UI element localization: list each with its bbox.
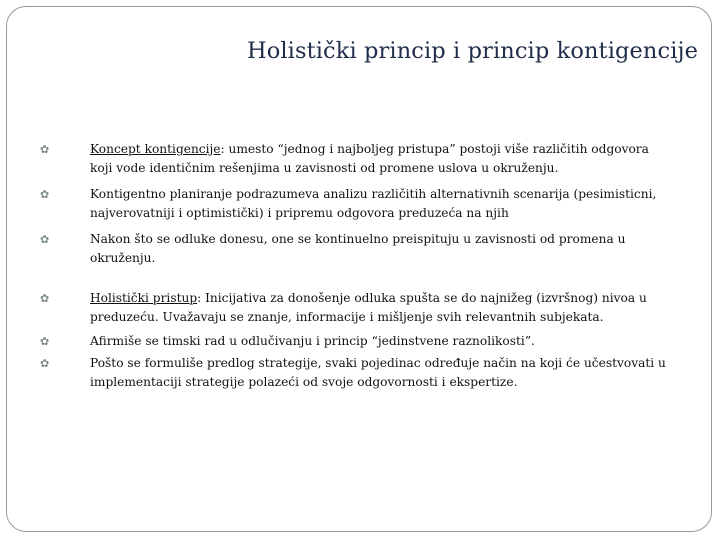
bullet-text: : umesto “jednog i najboljeg pristupa” postoji više različitih odgovora koji vode identičnim rešenjima u zavisnosti od promene uslova u okruženju.: [90, 142, 649, 175]
bullet-glyph-icon: ✿: [40, 357, 50, 370]
bullet-glyph-icon: ✿: [40, 188, 50, 201]
bullet-text: Nakon što se odluke donesu, one se kontinuelno preispituju u zavisnosti od promena u okruženju.: [90, 232, 626, 265]
bullet-item-contingency-planning: [40, 185, 670, 223]
bullet-glyph-icon: ✿: [40, 143, 50, 156]
bullet-item-holistic-approach: [40, 289, 670, 327]
bullet-item-contingency-concept: [40, 140, 670, 178]
bullet-item-teamwork: [40, 332, 670, 351]
bullet-item-decision-review: [40, 230, 670, 268]
bullet-glyph-icon: ✿: [40, 335, 50, 348]
bullet-term: Holistički pristup: [90, 291, 198, 305]
bullet-text: Afirmiše se timski rad u odlučivanju i princip “jedinstvene raznolikosti”.: [90, 334, 535, 348]
bullet-list: [40, 140, 670, 392]
bullet-term: Koncept kontigencije: [90, 142, 221, 156]
bullet-item-strategy-implementation: [40, 354, 670, 392]
bullet-text: : Inicijativa za donošenje odluka spušta se do najnižeg (izvršnog) nivoa u preduzeću. Uvažavaju se znanje, informacije i mišljenje svih relevantnih subjekata.: [90, 291, 647, 324]
slide-title: Holistički princip i princip kontigencije: [247, 38, 698, 64]
bullet-glyph-icon: ✿: [40, 292, 50, 305]
bullet-glyph-icon: ✿: [40, 233, 50, 246]
bullet-text: Pošto se formuliše predlog strategije, svaki pojedinac određuje način na koji će učestvovati u implementaciji strategije polazeći od svoje odgovornosti i ekspertize.: [90, 356, 666, 389]
bullet-text: Kontigentno planiranje podrazumeva analizu različitih alternativnih scenarija (pesimisticni, najverovatniji i optimistički) i pripremu odgovora preduzeća na njih: [90, 187, 657, 220]
